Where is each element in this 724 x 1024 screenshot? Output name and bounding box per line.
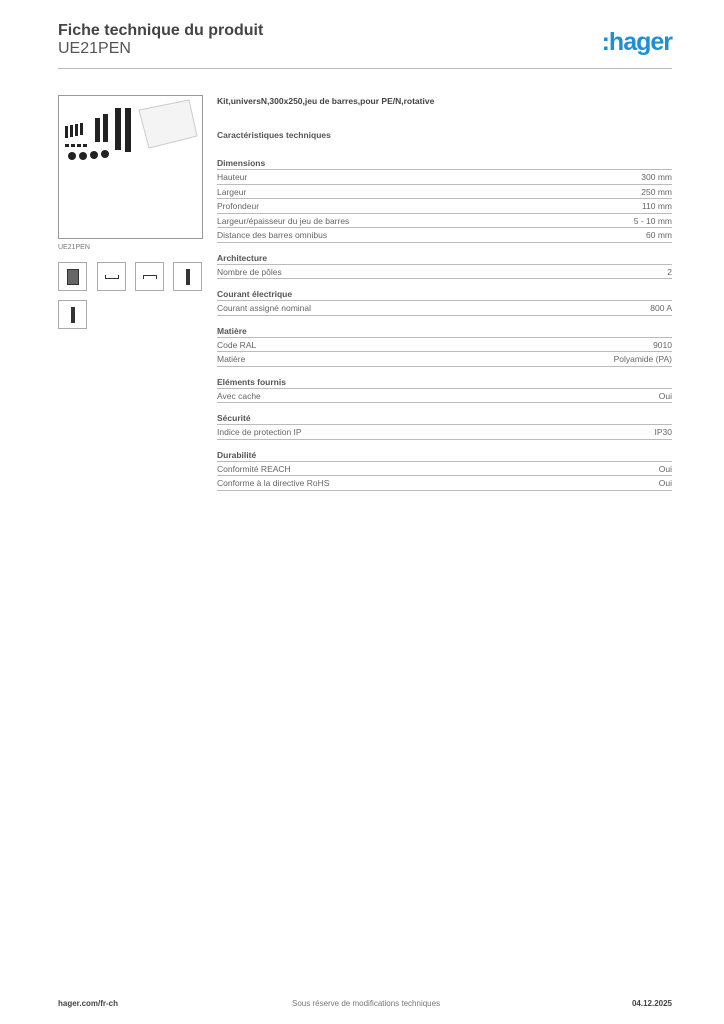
spec-title: Caractéristiques techniques bbox=[217, 130, 331, 140]
spec-row bbox=[217, 214, 672, 229]
spec-value: Oui bbox=[658, 390, 672, 401]
spec-label: Indice de protection IP bbox=[217, 427, 302, 437]
spec-value: IP30 bbox=[654, 427, 672, 437]
spec-row bbox=[217, 301, 672, 316]
spec-value: Oui bbox=[658, 478, 672, 488]
spec-section bbox=[217, 288, 672, 316]
section-heading: Architecture bbox=[217, 252, 672, 265]
header-divider bbox=[58, 68, 672, 69]
section-heading: Courant électrique bbox=[217, 288, 672, 301]
section-heading: Sécurité bbox=[217, 412, 672, 425]
spec-row bbox=[217, 462, 672, 477]
spec-row bbox=[217, 425, 672, 440]
footer-note: Sous réserve de modifications techniques bbox=[292, 999, 441, 1008]
thumbnail-5[interactable] bbox=[58, 300, 87, 329]
spec-value: 250 mm bbox=[641, 186, 672, 197]
spec-label: Hauteur bbox=[217, 172, 248, 182]
spec-section bbox=[217, 376, 672, 404]
spec-label: Nombre de pôles bbox=[217, 266, 282, 277]
spec-label: Distance des barres omnibus bbox=[217, 230, 328, 240]
spec-row bbox=[217, 265, 672, 280]
spec-label: Largeur/épaisseur du jeu de barres bbox=[217, 215, 350, 226]
footer-url[interactable]: hager.com/fr-ch bbox=[58, 999, 119, 1008]
spec-value: 2 bbox=[667, 266, 672, 277]
spec-panel bbox=[217, 96, 672, 500]
spec-value: 60 mm bbox=[646, 230, 672, 240]
spec-row bbox=[217, 389, 672, 404]
spec-row bbox=[217, 199, 672, 214]
spec-row bbox=[217, 352, 672, 367]
spec-label: Largeur bbox=[217, 186, 247, 197]
spec-row bbox=[217, 338, 672, 353]
spec-section bbox=[217, 157, 672, 243]
section-heading: Durabilité bbox=[217, 449, 672, 462]
section-heading: Eléments fournis bbox=[217, 376, 672, 389]
spec-label: Avec cache bbox=[217, 390, 261, 401]
spec-section bbox=[217, 449, 672, 491]
spec-section bbox=[217, 325, 672, 367]
spec-label: Profondeur bbox=[217, 201, 260, 211]
spec-label: Matière bbox=[217, 354, 246, 364]
product-description: Kit,universN,300x250,jeu de barres,pour PE/N,rotative bbox=[217, 96, 435, 106]
image-caption: UE21PEN bbox=[58, 244, 90, 251]
spec-row bbox=[217, 476, 672, 491]
thumbnail-3[interactable] bbox=[135, 262, 164, 291]
thumbnail-4[interactable] bbox=[173, 262, 202, 291]
spec-sections bbox=[217, 157, 672, 491]
spec-value: 300 mm bbox=[641, 172, 672, 182]
spec-value: Polyamide (PA) bbox=[613, 354, 672, 364]
spec-section bbox=[217, 252, 672, 280]
product-code: UE21PEN bbox=[58, 40, 131, 57]
spec-value: 5 - 10 mm bbox=[633, 215, 672, 226]
spec-row bbox=[217, 228, 672, 243]
thumbnail-2[interactable] bbox=[97, 262, 126, 291]
spec-row bbox=[217, 185, 672, 200]
spec-value: 800 A bbox=[650, 303, 672, 313]
spec-value: 110 mm bbox=[641, 201, 672, 211]
footer-date: 04.12.2025 bbox=[631, 999, 672, 1008]
product-image[interactable] bbox=[58, 95, 203, 239]
section-heading: Matière bbox=[217, 325, 672, 338]
page-title: Fiche technique du produit bbox=[58, 22, 264, 39]
section-heading: Dimensions bbox=[217, 157, 672, 170]
spec-label: Conforme à la directive RoHS bbox=[217, 478, 330, 488]
thumbnail-1[interactable] bbox=[58, 262, 87, 291]
spec-row bbox=[217, 170, 672, 185]
spec-section bbox=[217, 412, 672, 440]
spec-label: Courant assigné nominal bbox=[217, 303, 312, 313]
spec-value: Oui bbox=[658, 463, 672, 474]
spec-value: 9010 bbox=[653, 339, 672, 350]
spec-label: Conformité REACH bbox=[217, 463, 291, 474]
spec-label: Code RAL bbox=[217, 339, 257, 350]
hager-logo: :hager bbox=[601, 28, 672, 56]
